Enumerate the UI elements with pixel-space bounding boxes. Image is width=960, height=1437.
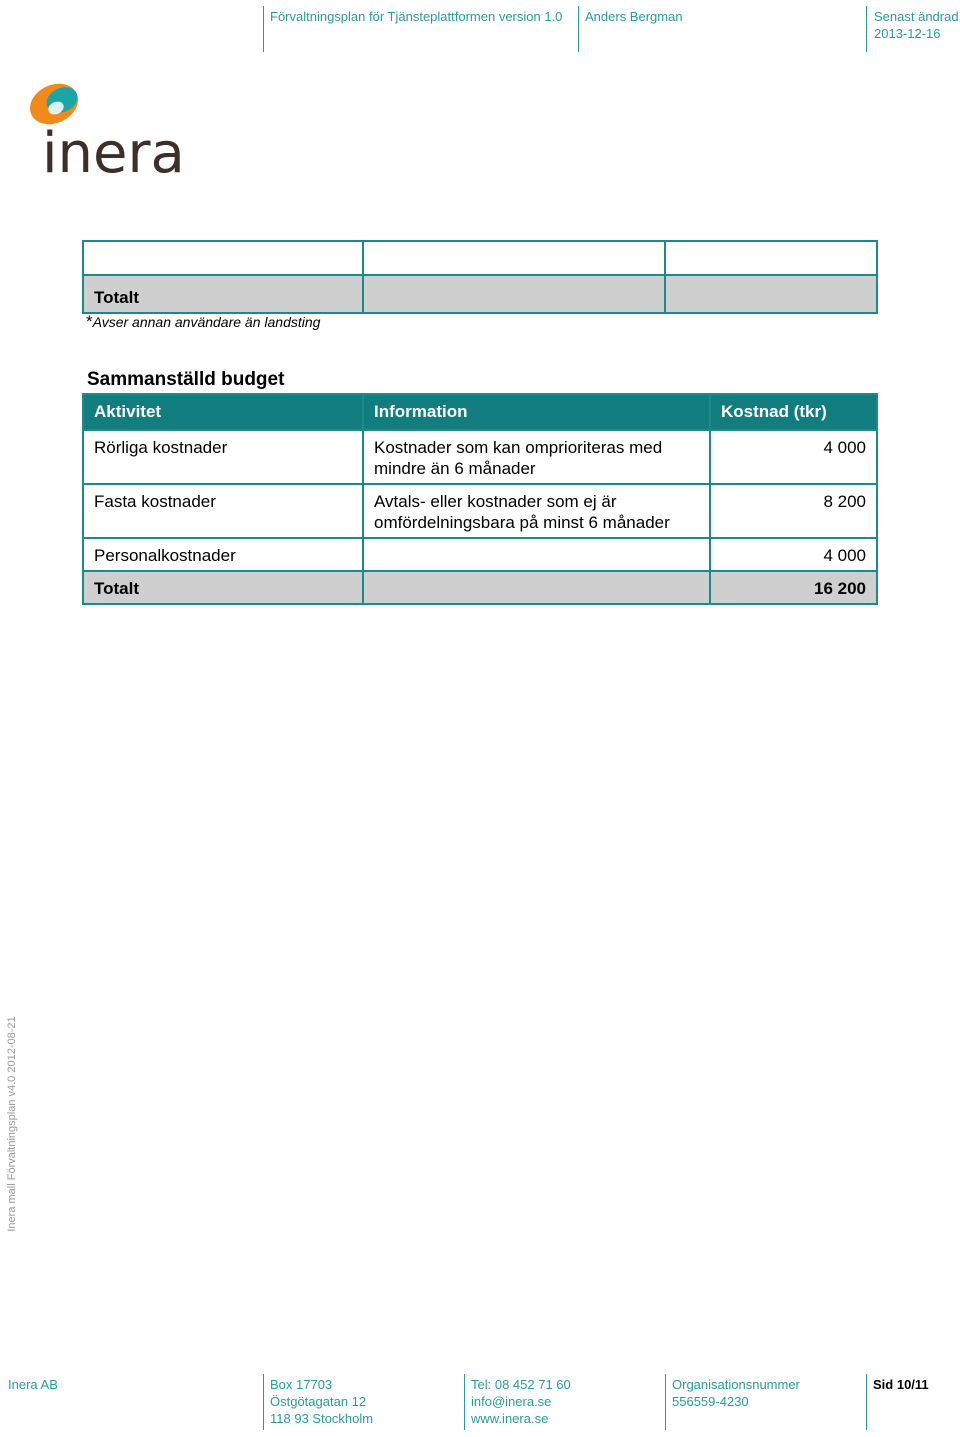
table-row bbox=[83, 538, 877, 571]
footer-divider bbox=[263, 1374, 264, 1430]
footer-address bbox=[270, 1376, 373, 1427]
section-title: Sammanställd budget bbox=[87, 369, 285, 390]
footer-divider bbox=[665, 1374, 666, 1430]
total-cost: 16 200 bbox=[710, 571, 877, 604]
footer-divider bbox=[866, 1374, 867, 1430]
total-info-cell bbox=[363, 571, 710, 604]
column-header: Aktivitet bbox=[83, 394, 363, 430]
footer-address-line: 118 93 Stockholm bbox=[270, 1411, 374, 1426]
activity-cell: Personalkostnader bbox=[83, 538, 363, 571]
footer-org-label: Organisationsnummer bbox=[672, 1377, 800, 1392]
footer-org bbox=[672, 1376, 800, 1410]
footer-address-line: Östgötagatan 12 bbox=[270, 1394, 367, 1409]
footer-org-number: 556559-4230 bbox=[672, 1394, 749, 1409]
table-row bbox=[83, 241, 877, 275]
footnote-text: Avser annan användare än landsting bbox=[92, 314, 321, 330]
footer-phone: Tel: 08 452 71 60 bbox=[471, 1377, 571, 1392]
inera-logo-mark bbox=[28, 78, 198, 178]
table-row-total bbox=[83, 275, 877, 313]
footer-web-link[interactable]: www.inera.se bbox=[471, 1411, 549, 1426]
previous-table bbox=[82, 240, 878, 314]
logo-text: inera bbox=[42, 121, 185, 178]
total-label: Totalt bbox=[94, 288, 140, 307]
table-row bbox=[83, 484, 877, 538]
inera-logo bbox=[28, 78, 198, 178]
header-doc-title: Förvaltningsplan för Tjänsteplattformen version 1.0 bbox=[270, 9, 563, 24]
activity-cell: Rörliga kostnader bbox=[83, 430, 363, 484]
footer-company: Inera AB bbox=[8, 1377, 58, 1392]
header-divider bbox=[866, 6, 867, 52]
info-cell bbox=[363, 538, 710, 571]
table-header-row bbox=[83, 394, 877, 430]
cost-cell: 4 000 bbox=[710, 538, 877, 571]
footer-contact bbox=[471, 1376, 571, 1427]
table-row-total bbox=[83, 571, 877, 604]
header-changed-date: 2013-12-16 bbox=[874, 26, 941, 41]
table-row bbox=[83, 430, 877, 484]
header-author: Anders Bergman bbox=[585, 9, 683, 24]
column-header: Kostnad (tkr) bbox=[710, 394, 877, 430]
footnote bbox=[86, 312, 320, 332]
cost-cell: 4 000 bbox=[710, 430, 877, 484]
activity-cell: Fasta kostnader bbox=[83, 484, 363, 538]
info-cell: Avtals- eller kostnader som ej är omfördelningsbara på minst 6 månader bbox=[363, 484, 710, 538]
header-changed bbox=[874, 8, 959, 42]
cost-cell: 8 200 bbox=[710, 484, 877, 538]
footnote-star: * bbox=[86, 312, 93, 331]
header-changed-label: Senast ändrad bbox=[874, 9, 959, 24]
total-label: Totalt bbox=[83, 571, 363, 604]
footer-address-line: Box 17703 bbox=[270, 1377, 333, 1392]
page-number: Sid 10/11 bbox=[873, 1377, 929, 1392]
column-header: Information bbox=[363, 394, 710, 430]
header-divider bbox=[578, 6, 579, 52]
footer-email-link[interactable]: info@inera.se bbox=[471, 1394, 552, 1409]
budget-table bbox=[82, 393, 878, 605]
footer-divider bbox=[464, 1374, 465, 1430]
info-cell: Kostnader som kan omprioriteras med mindre än 6 månader bbox=[363, 430, 710, 484]
template-version-text: Inera mall Förvaltningsplan v4.0 2012-08-21 bbox=[6, 1016, 18, 1232]
header-divider bbox=[263, 6, 264, 52]
